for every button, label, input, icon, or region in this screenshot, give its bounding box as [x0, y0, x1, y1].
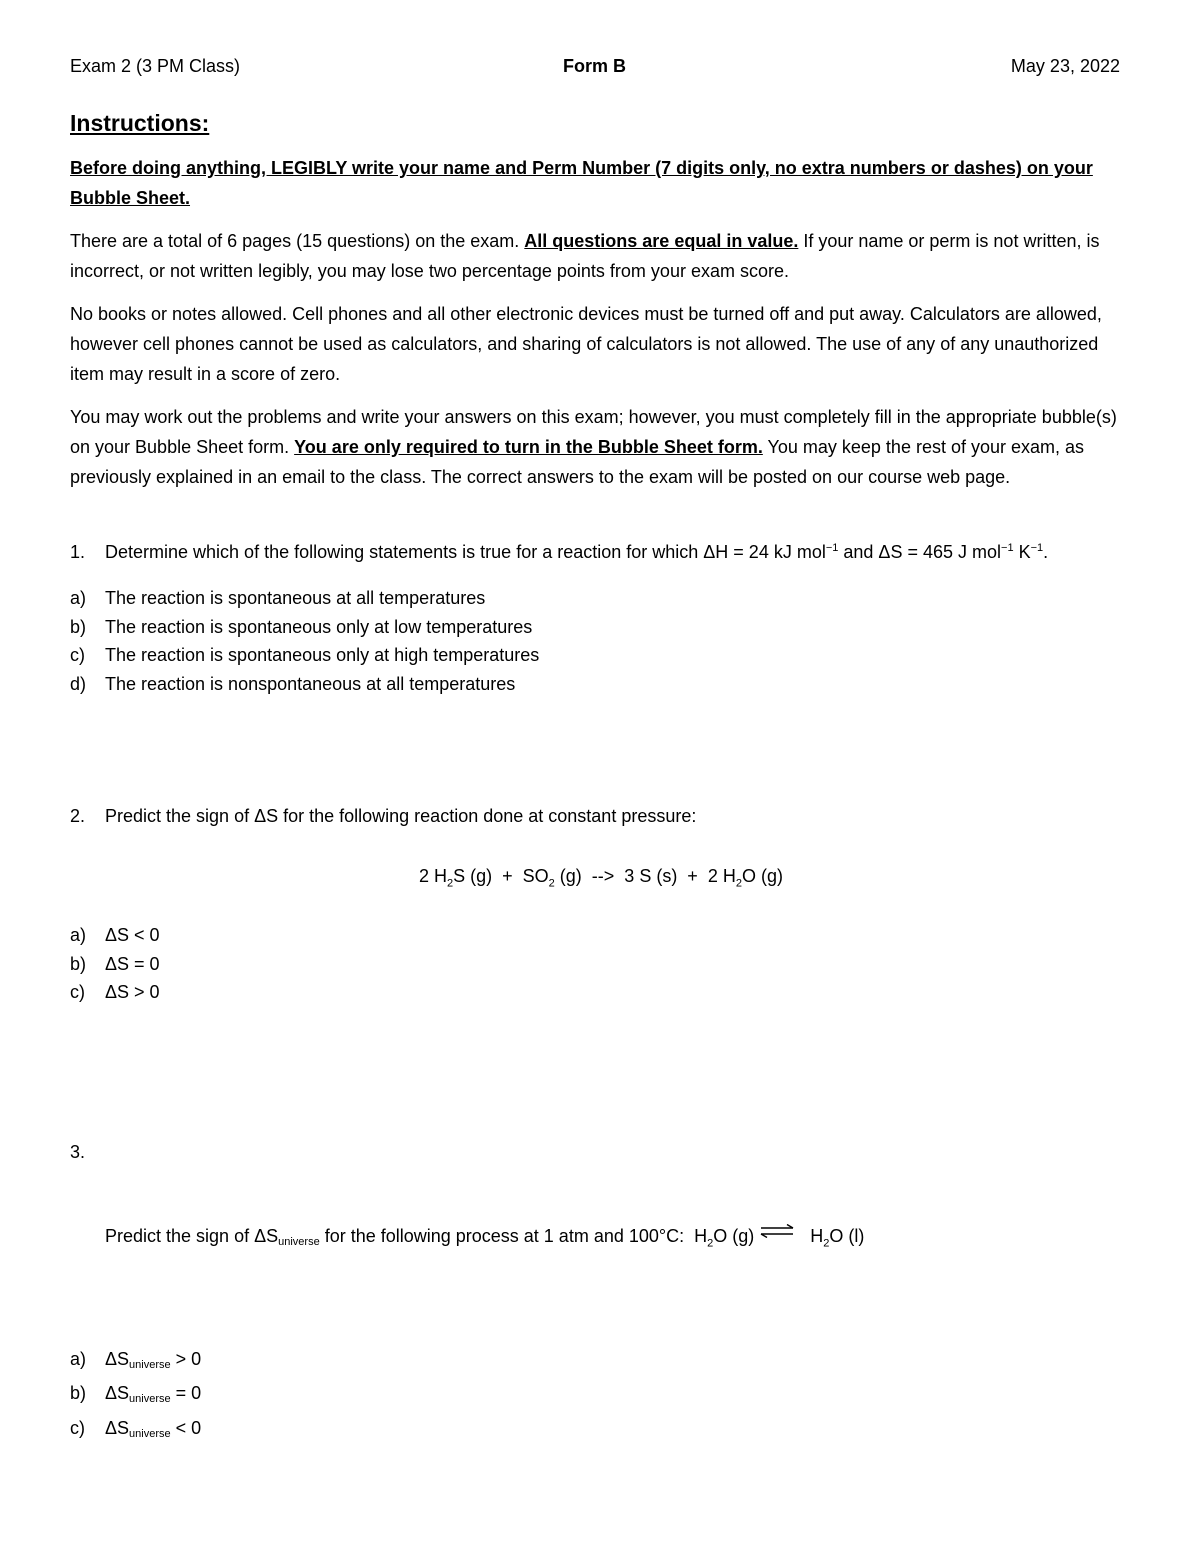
option-label: c): [70, 1417, 85, 1438]
option-label: a): [70, 588, 87, 608]
question-text: Predict the sign of ΔS for the following reaction done at constant pressure:: [105, 806, 697, 826]
p3-text-a: You may work out the problems and write your answers on this exam; however, you must completely fill in the appropriate bubble(s) on your Bubble Sheet form.: [70, 407, 1117, 457]
option-text: ΔS = 0: [105, 953, 160, 974]
q3-subscript: universe: [278, 1235, 320, 1248]
q1-exponent: −1: [1001, 542, 1014, 554]
option-text: The reaction is spontaneous only at low temperatures: [105, 616, 533, 637]
instructions-paragraph-2: No books or notes allowed. Cell phones and all other electronic devices must be turned off and put away. Calculators are allowed, however cell phones cannot be used as calculators, and sharing of calculators is not allowed. The use of any of any unauthorized item may result in a score of zero.: [70, 304, 1102, 384]
option-label: c): [70, 982, 85, 1002]
equilibrium-arrow-icon: [760, 1224, 794, 1238]
p3-text-c: You may keep the rest of your exam, as previously explained in an email to the class. The correct answers to the exam will be posted on our course web page.: [70, 437, 1085, 487]
p1-text-a: There are a total of 6 pages (15 questions) on the exam.: [70, 231, 525, 251]
q3-product-b: O (l): [829, 1225, 865, 1246]
equation-part: 2 H: [419, 866, 448, 886]
option-label: a): [70, 1348, 87, 1369]
instructions-heading: Instructions:: [70, 110, 210, 136]
q3-product-subscript: 2: [823, 1237, 830, 1250]
option-text: ΔS > 0: [105, 982, 160, 1002]
option-post: > 0: [170, 1348, 202, 1369]
q3-reactant: H: [694, 1225, 708, 1246]
option-label: a): [70, 925, 87, 945]
question-2-options: [70, 921, 1132, 1007]
answer-option: [70, 950, 1132, 979]
option-label: d): [70, 673, 87, 694]
q1-text-a: Determine which of the following statements is true for a reaction for which ΔH = 24 kJ mol: [105, 542, 826, 562]
option-pre: ΔS: [105, 1383, 130, 1403]
option-text: [70, 1349, 201, 1369]
q3-product: H: [810, 1225, 824, 1246]
q1-exponent: −1: [825, 542, 839, 554]
option-text: [70, 1418, 201, 1438]
q1-exponent: −1: [1030, 542, 1044, 554]
option-label: b): [70, 616, 87, 637]
exam-form: Form B: [563, 56, 626, 76]
answer-option: [70, 1414, 1132, 1449]
equation-subscript: 2: [447, 877, 454, 890]
question-3-options: [70, 1345, 1132, 1449]
q3-reactant-subscript: 2: [707, 1237, 714, 1250]
p1-text-c: If your name or perm is not written, is incorrect, or not written legibly, you may lose two percentage points from your exam score.: [70, 231, 1100, 281]
question-number: 3.: [70, 1141, 86, 1162]
question-1-options: [70, 584, 1132, 698]
option-pre: ΔS: [105, 1417, 130, 1438]
equation-part: O (g): [741, 866, 783, 886]
equation-subscript: 2: [548, 877, 555, 890]
instructions-paragraph-3: [70, 402, 1132, 492]
option-subscript: universe: [129, 1393, 171, 1405]
answer-option: [70, 978, 1132, 1007]
q1-text-c: K: [1013, 542, 1031, 562]
answer-option: [70, 670, 1132, 699]
question-number: 1.: [70, 542, 86, 562]
question-3: [70, 1138, 1132, 1312]
option-pre: ΔS: [105, 1348, 130, 1369]
option-text: The reaction is spontaneous at all temperatures: [105, 588, 486, 608]
option-subscript: universe: [129, 1358, 171, 1371]
equation-part: S (g) + SO: [453, 866, 549, 886]
option-post: < 0: [170, 1417, 202, 1438]
answer-option: [70, 1379, 1132, 1414]
option-text: [70, 1383, 201, 1403]
exam-content: [70, 110, 1132, 1448]
answer-option: [70, 613, 1132, 642]
answer-option: [70, 584, 1132, 613]
instructions-lead: Before doing anything, LEGIBLY write your name and Perm Number (7 digits only, no extra numbers or dashes) on your Bubble Sheet.: [70, 158, 1093, 208]
exam-date: May 23, 2022: [1010, 56, 1120, 76]
question-1: [70, 538, 1132, 566]
equation-subscript: 2: [735, 877, 742, 890]
exam-title: Exam 2 (3 PM Class): [70, 56, 241, 76]
question-number: 2.: [70, 806, 86, 826]
option-text: ΔS < 0: [105, 925, 160, 945]
option-label: c): [70, 645, 85, 665]
option-subscript: universe: [129, 1427, 171, 1440]
q1-text-b: and ΔS = 465 J mol: [838, 542, 1002, 562]
option-text: The reaction is spontaneous only at high temperatures: [105, 645, 540, 665]
answer-option: [70, 1345, 1132, 1380]
option-text: The reaction is nonspontaneous at all temperatures: [105, 673, 516, 694]
page-header: [70, 56, 1120, 82]
option-post: = 0: [170, 1383, 202, 1403]
instructions-paragraph-1: [70, 226, 1132, 286]
p1-emphasis: All questions are equal in value.: [524, 231, 799, 251]
option-label: b): [70, 953, 87, 974]
question-text: [70, 538, 1132, 566]
p3-emphasis: You are only required to turn in the Bubble Sheet form.: [294, 437, 763, 457]
q1-text-d: .: [1043, 542, 1049, 562]
q3-text-a: Predict the sign of ΔS: [105, 1225, 279, 1246]
q3-reactant-b: O (g): [713, 1225, 755, 1246]
q3-text-b: for the following process at 1 atm and 100°C:: [319, 1225, 695, 1246]
question-text: [70, 1222, 1132, 1256]
question-2: [70, 802, 1132, 830]
option-label: b): [70, 1383, 87, 1403]
answer-option: [70, 641, 1132, 670]
equation-part: (g) --> 3 S (s) + 2 H: [554, 866, 736, 886]
reaction-equation: [70, 862, 1132, 890]
answer-option: [70, 921, 1132, 950]
